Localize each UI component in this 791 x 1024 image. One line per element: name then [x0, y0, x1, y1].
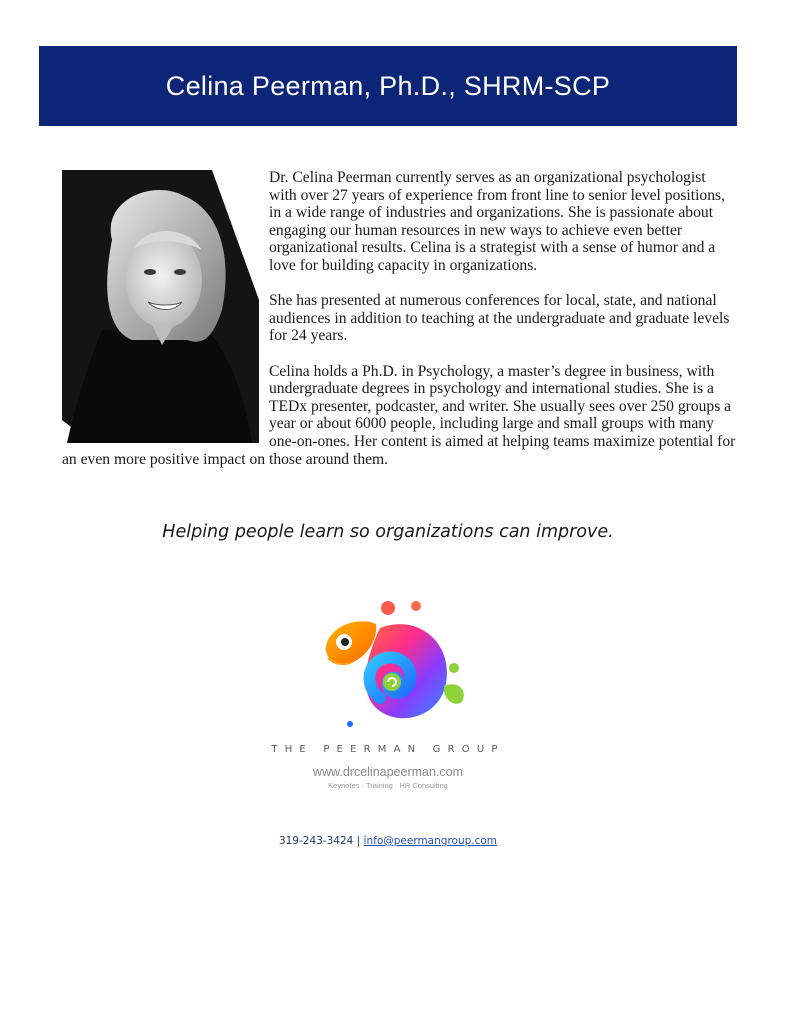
title-banner: [39, 46, 737, 126]
company-name: THE PEERMAN GROUP: [271, 744, 505, 755]
phone-number: 319-243-3424: [278, 835, 354, 847]
bio-paragraph-2: She has presented at numerous conferences for local, state, and national audiences in addition to teaching at the undergraduate and graduate levels for 24 years.: [269, 292, 730, 345]
page-title: Celina Peerman, Ph.D., SHRM-SCP: [165, 70, 611, 101]
bio-section: [62, 169, 737, 486]
contact-line: [0, 835, 776, 847]
bio-paragraph-3: Celina holds a Ph.D. in Psychology, a master’s degree in business, with undergraduate degrees in psychology and international studies. She is a TEDx presenter, podcaster, and writer. She usually sees over 250 groups a year or about 6000 people, including large and small groups with many one-on-ones. Her content is aimed at helping teams maximize potential for an even more positive impact on those around them.: [62, 362, 736, 468]
bio-paragraph-1: Dr. Celina Peerman currently serves as an organizational psychologist with over 27 years of experience from front line to senior level positions, in a wide range of industries and organizations. She is passionate about engaging our human resources in new ways to achieve even better organizational results. Celina is a strategist with a sense of humor and a love for building capacity in organizations.: [269, 169, 725, 274]
website-text: www.drcelinapeerman.com: [312, 765, 464, 779]
services-text: Keynotes · Training · HR Consulting: [328, 781, 448, 790]
portrait-photo: [62, 170, 259, 443]
contact-separator: |: [353, 835, 364, 847]
tagline: Helping people learn so organizations can improve.: [162, 522, 614, 542]
portrait-image: [62, 170, 259, 443]
email-link[interactable]: info@peermangroup.com: [363, 835, 498, 847]
chameleon-logo-icon: [318, 598, 468, 738]
